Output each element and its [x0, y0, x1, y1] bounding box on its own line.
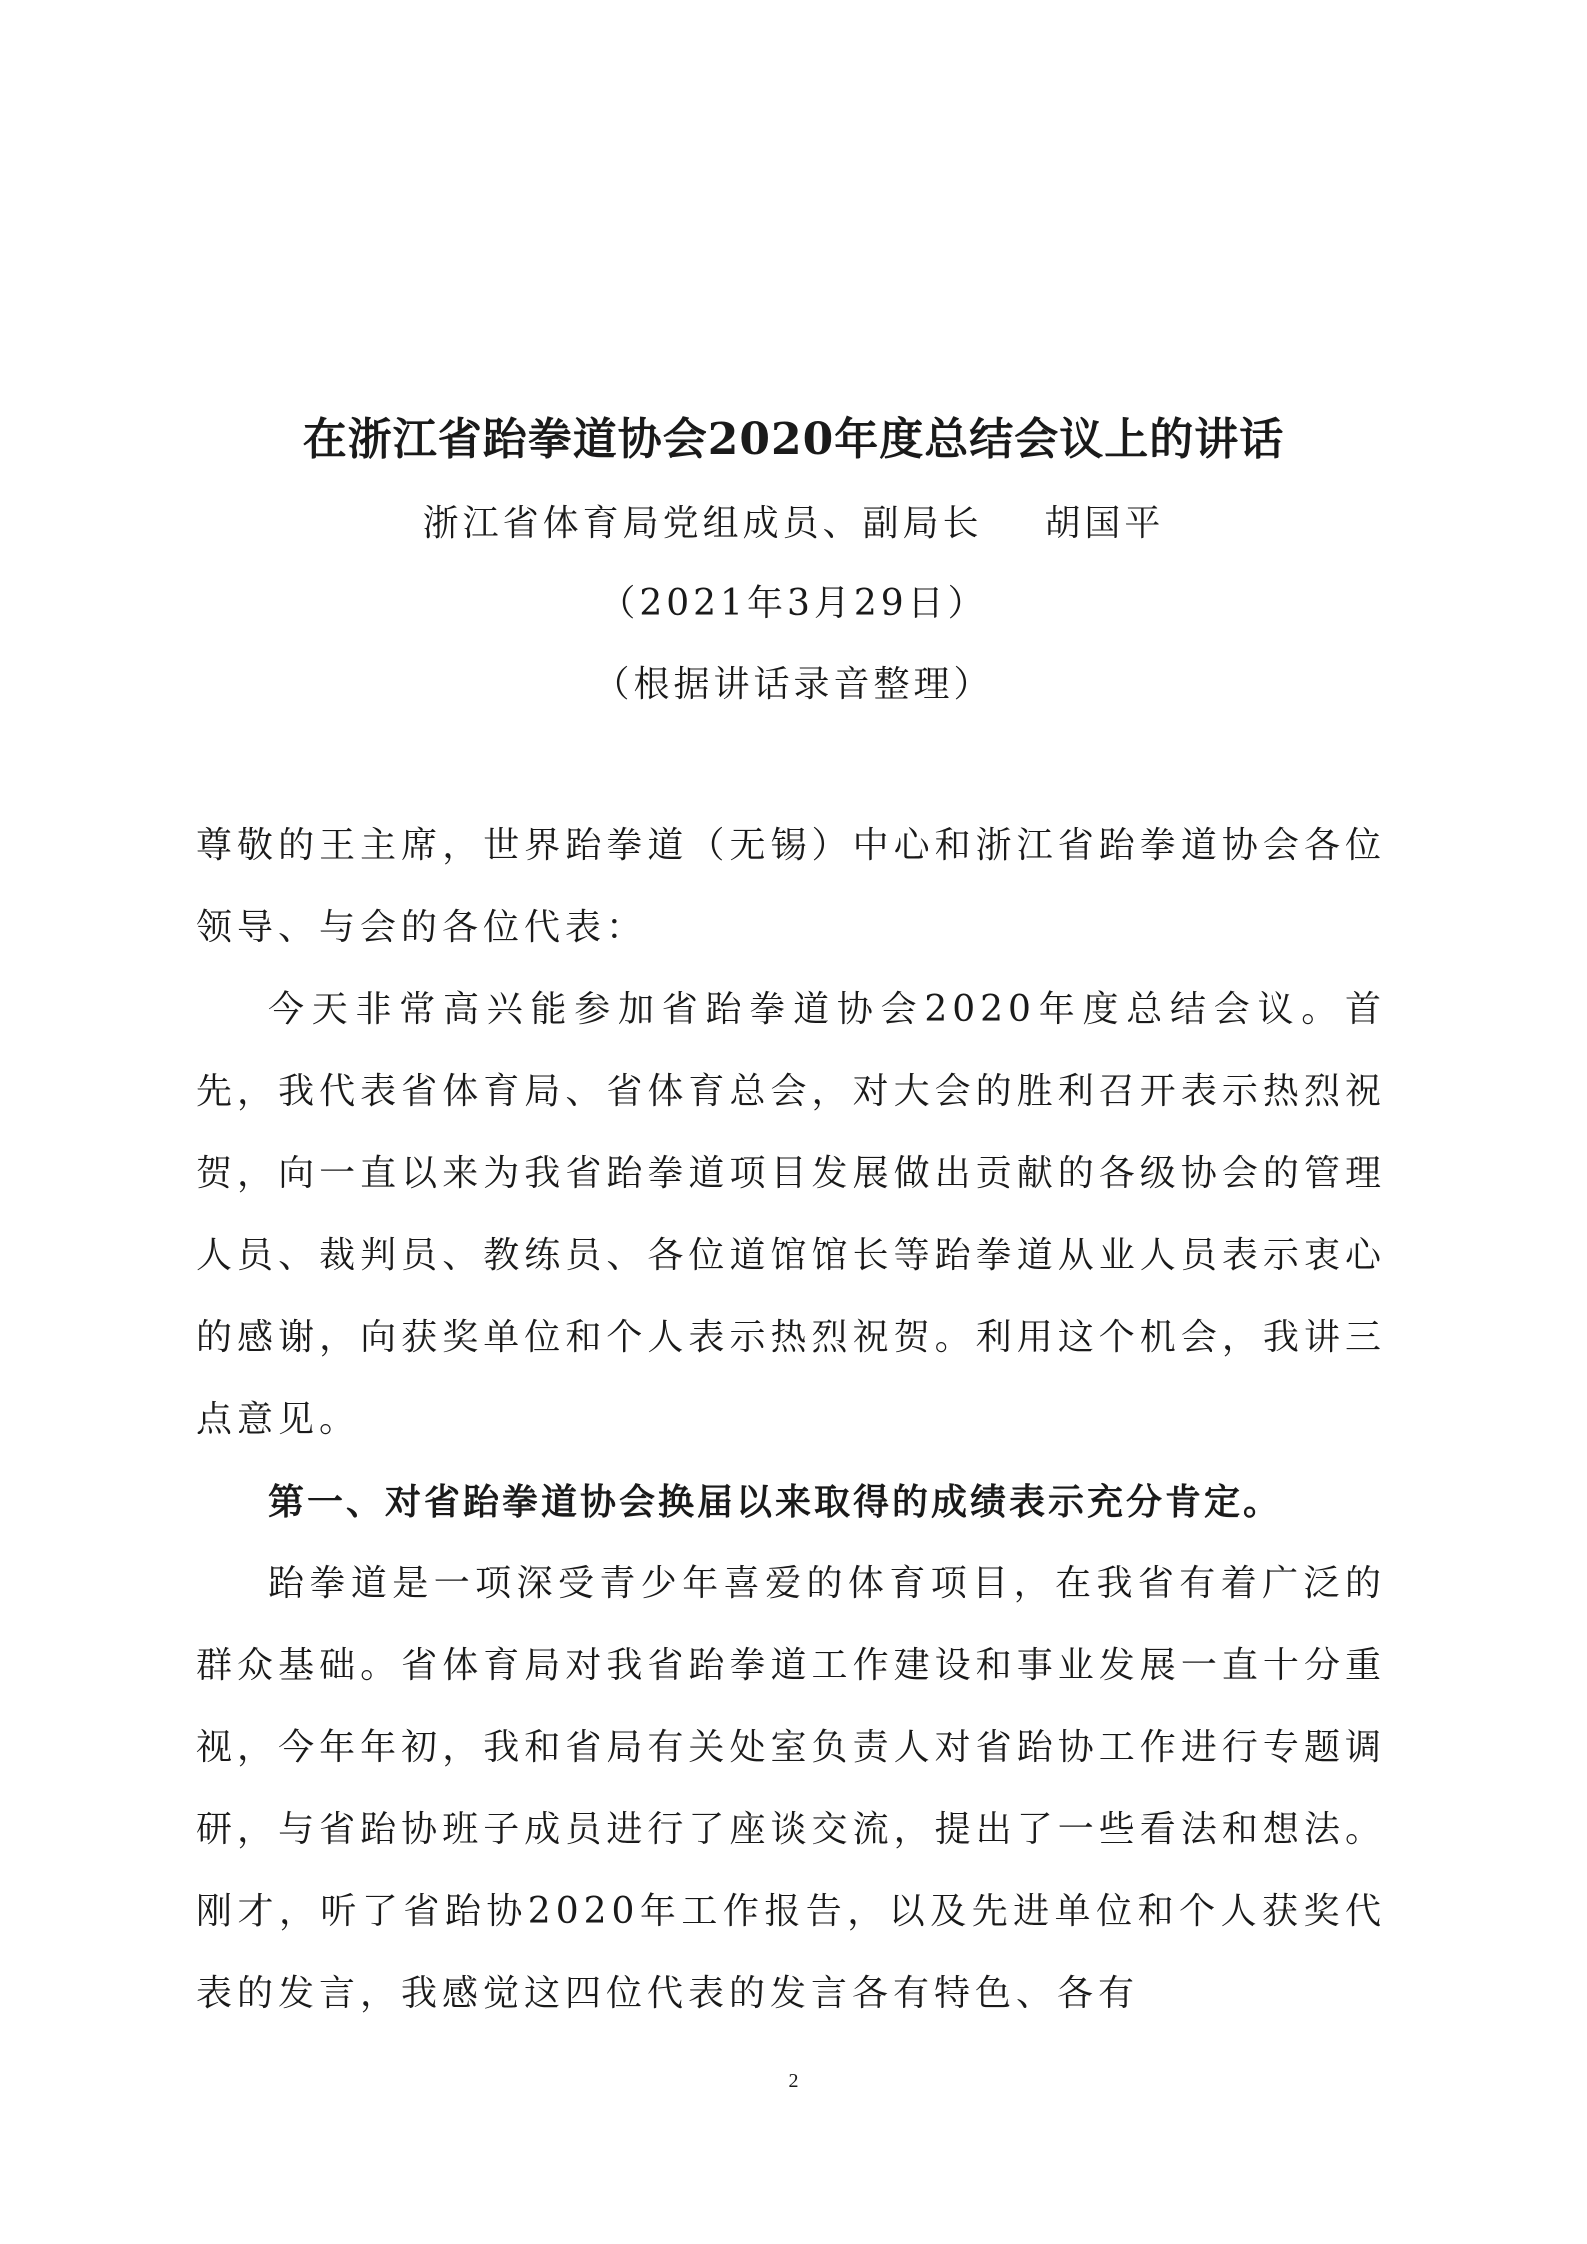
section-heading-1: 第一、对省跆拳道协会换届以来取得的成绩表示充分肯定。: [268, 1481, 1283, 1523]
salutation-paragraph: 尊敬的王主席，世界跆拳道（无锡）中心和浙江省跆拳道协会各位领导、与会的各位代表：: [196, 825, 1386, 948]
date-line: （2021年3月29日）: [599, 583, 988, 624]
speech-title: 在浙江省跆拳道协会2020年度总结会议上的讲话: [302, 414, 1285, 465]
transcription-note: （根据讲话录音整理）: [593, 664, 994, 705]
opening-paragraph: 今天非常高兴能参加省跆拳道协会2020年度总结会议。首先，我代表省体育局、省体育总会，对大会的胜利召开表示热烈祝贺，向一直以来为我省跆拳道项目发展做出贡献的各级协会的管理人员、裁判员、教练员、各位道馆馆长等跆拳道从业人员表示衷心的感谢，向获奖单位和个人表示热烈祝贺。利用这个机会，我讲三点意见。: [196, 989, 1386, 1440]
speech-body: [196, 805, 1386, 2035]
body-paragraph: 跆拳道是一项深受青少年喜爱的体育项目，在我省有着广泛的群众基础。省体育局对我省跆拳道工作建设和事业发展一直十分重视，今年年初，我和省局有关处室负责人对省跆协工作进行专题调研，与省跆协班子成员进行了座谈交流，提出了一些看法和想法。刚才，听了省跆协2020年工作报告，以及先进单位和个人获奖代表的发言，我感觉这四位代表的发言各有特色、各有: [196, 1563, 1386, 2014]
page-number: 2: [788, 2070, 799, 2092]
speaker-line: 浙江省体育局党组成员、副局长 胡国平: [422, 503, 1165, 544]
